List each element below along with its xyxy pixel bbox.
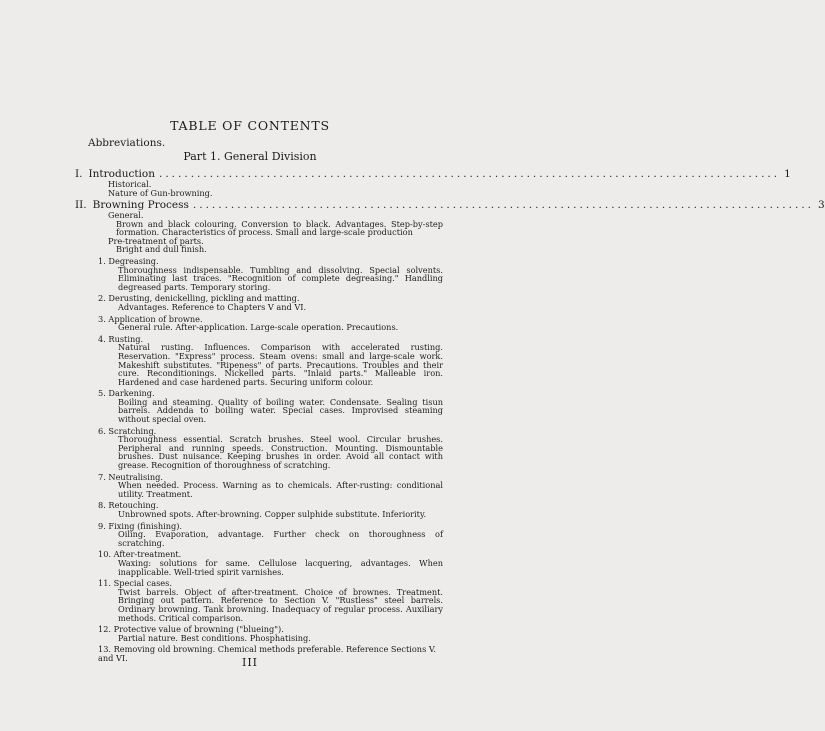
- item-description: General rule. After-application. Large-scale operation. Precautions.: [118, 322, 399, 333]
- item-description: Thoroughness indispensable. Tumbling and dissolving. Special solvents. Eliminating last traces. "Recognition of complete degreasing." Handling degreased parts. Temporary storing.: [118, 264, 443, 292]
- leader-dots: ..................................................................................................: [192, 199, 814, 211]
- section-number: I.: [75, 168, 83, 180]
- item-description: Partial nature. Best conditions. Phosphatising.: [118, 632, 311, 643]
- item-heading: 2. Derusting, denickelling, pickling and matting.: [98, 293, 300, 304]
- intro-subentries: [98, 180, 443, 197]
- part-heading: Part 1. General Division: [183, 150, 317, 163]
- section-number: II.: [75, 199, 87, 211]
- item-description: Oiling. Evaporation, advantage. Further check on thoroughness of scratching.: [118, 529, 443, 548]
- toc-item: [98, 389, 443, 423]
- intro-sub: Nature of Gun-browning.: [108, 187, 213, 198]
- item-heading: 6. Scratching.: [98, 425, 157, 436]
- item-description: Advantages. Reference to Chapters V and VI.: [118, 301, 307, 312]
- toc-item: [98, 473, 443, 499]
- general-description: Brown and black colouring. Conversion to black. Advantages. Step-by-step formation. Characteristics of process. Small and large-scale production: [116, 218, 443, 238]
- item-heading: 8. Retouching.: [98, 500, 159, 511]
- toc-item: [98, 257, 443, 291]
- item-description: Thoroughness essential. Scratch brushes. Steel wool. Circular brushes. Peripheral and running speeds. Construction. Mounting. Dismountable brushes. Dust nuisance. Keeping brushes in order. Avoid all contact with grease. Recognition of thoroughness of scratching.: [118, 434, 443, 471]
- item-description: Twist barrels. Object of after-treatment. Choice of brownes. Treatment. Bringing out pattern. Reference to Section V. "Rustless" steel barrels. Ordinary browning. Tank browning. Inadequacy of regular process. Auxiliary methods. Critical comparison.: [118, 586, 443, 623]
- item-description: When needed. Process. Warning as to chemicals. After-rusting: conditional utility. Treatment.: [118, 480, 443, 499]
- item-heading: 4. Rusting.: [98, 333, 144, 344]
- toc-item: [98, 427, 443, 470]
- item-description: Natural rusting. Influences. Comparison with accelerated rusting. Reservation. "Express" process. Steam ovens: small and large-scale work. Makeshift substitutes. "Ripeness" of parts. Precautions. Troubles and their cure. Reconditionings. Nickelled parts. "Inlaid parts." Malleable iron. Hardened and case hardened parts. Securing uniform colour.: [118, 342, 443, 387]
- item-heading: 12. Protective value of browning ("blueing").: [98, 624, 284, 635]
- page-folio: III: [241, 656, 259, 669]
- item-description: Waxing: solutions for same. Cellulose lacquering, advantages. When inapplicable. Well-tried spirit varnishes.: [118, 557, 443, 577]
- item-description: Unbrowned spots. After-browning. Copper sulphide substitute. Inferiority.: [118, 509, 427, 519]
- browning-subentries: [98, 211, 443, 663]
- item-heading: 10. After-treatment.: [98, 549, 182, 560]
- item-heading: 13. Removing old browning. Chemical methods preferable. Reference Sections V. and VI.: [98, 644, 436, 663]
- item-heading: 7. Neutralising.: [98, 471, 163, 482]
- toc-item: [98, 625, 443, 642]
- page-title: TABLE OF CONTENTS: [170, 118, 330, 133]
- general-heading: General.: [108, 210, 144, 220]
- toc-item: [98, 294, 443, 311]
- toc-item: [98, 315, 443, 332]
- item-heading: 11. Special cases.: [98, 578, 172, 589]
- intro-sub: Historical.: [108, 179, 152, 189]
- toc-item: [98, 550, 443, 576]
- pretreatment-heading: Pre-treatment of parts.: [108, 235, 204, 246]
- toc-item: [98, 335, 443, 387]
- pretreatment-description: Bright and dull finish.: [116, 244, 207, 255]
- item-heading: 3. Application of browne.: [98, 313, 203, 324]
- leader-dots: ..................................................................................................: [159, 168, 781, 180]
- abbreviations-entry: Abbreviations.: [88, 137, 166, 149]
- section-label: Introduction: [88, 168, 155, 180]
- item-heading: 5. Darkening.: [98, 388, 155, 399]
- item-heading: 9. Fixing (finishing).: [98, 520, 183, 531]
- toc-item: [98, 579, 443, 622]
- toc-item: [98, 522, 443, 548]
- section-label: Browning Process: [92, 199, 189, 211]
- item-description: Boiling and steaming. Quality of boiling water. Condensate. Sealing tisun barrels. Addenda to boiling water. Special cases. Improvised steaming without special oven.: [118, 396, 443, 425]
- section-page: 3: [818, 199, 825, 211]
- item-heading: 1. Degreasing.: [98, 255, 159, 266]
- section-page: 1: [784, 168, 791, 180]
- toc-item: [98, 501, 443, 518]
